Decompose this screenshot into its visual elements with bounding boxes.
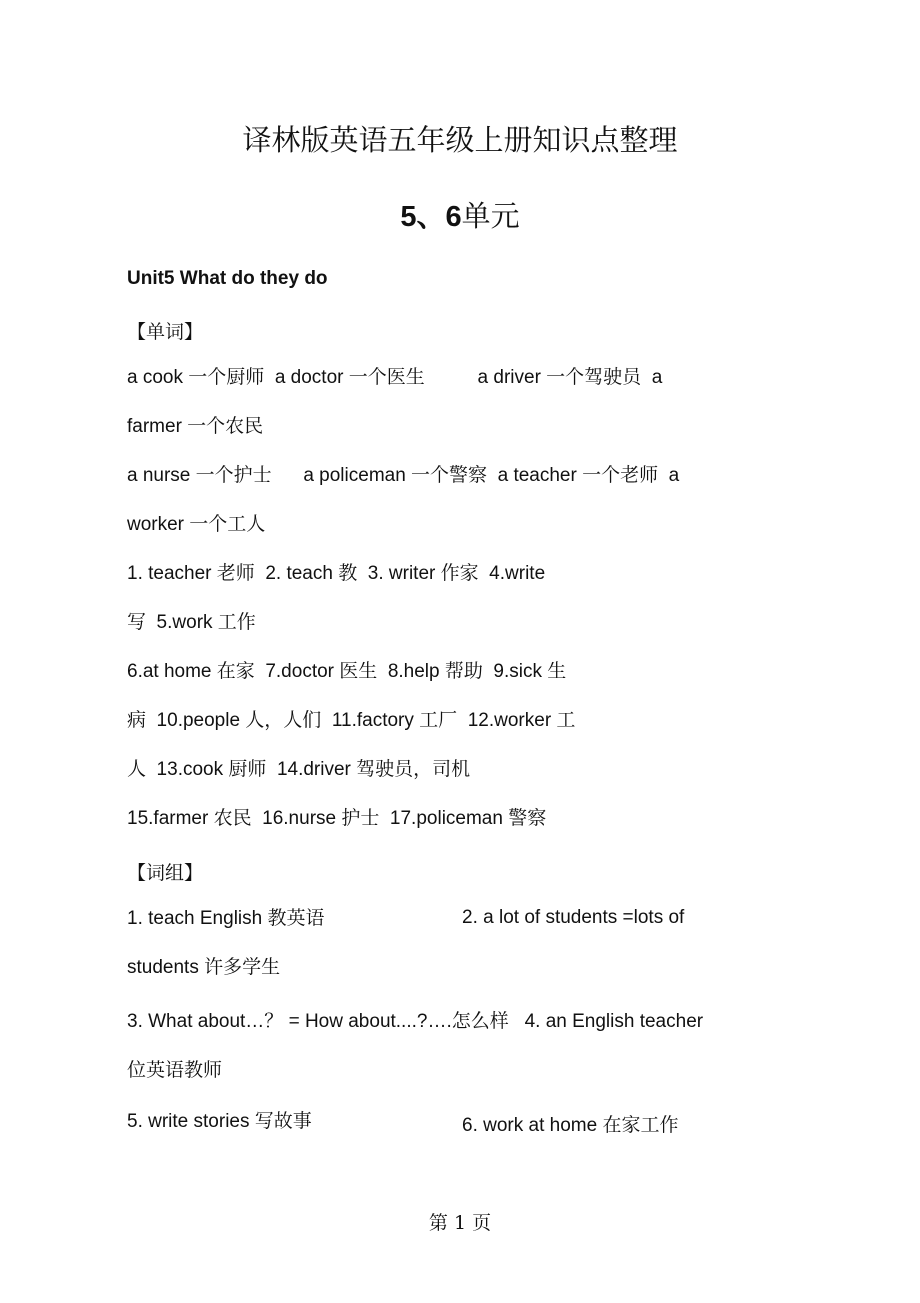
words-line: a nurse 一个护士 a policeman 一个警察 a teacher 一个老师 a (127, 465, 680, 486)
page-footer: 第 1 页 (428, 1212, 492, 1234)
phrases-section-label: 【词组】 (127, 863, 204, 884)
words-line: 人 13.cook 厨师 14.driver 驾驶员，司机 (127, 759, 471, 780)
phrase-item: 5. write stories 写故事 (127, 1111, 312, 1132)
words-line: worker 一个工人 (127, 514, 266, 535)
words-line: farmer 一个农民 (127, 416, 264, 437)
phrase-item-continued: students 许多学生 (127, 957, 281, 978)
words-line: 15.farmer 农民 16.nurse 护士 17.policeman 警察 (127, 808, 547, 829)
words-section-label: 【单词】 (127, 322, 204, 343)
words-line: 6.at home 在家 7.doctor 医生 8.help 帮助 9.sick 生 (127, 661, 567, 682)
phrase-item-continued: 位英语教师 (127, 1060, 223, 1081)
phrase-item: 1. teach English 教英语 (127, 908, 325, 929)
phrase-item: 2. a lot of students =lots of (462, 907, 685, 928)
words-line: 病 10.people 人，人们 11.factory 工厂 12.worker 工 (127, 710, 576, 731)
words-line: a cook 一个厨师 a doctor 一个医生 a driver 一个驾驶员 a (127, 367, 663, 388)
subtitle-unit: 单元 (461, 199, 520, 233)
words-line: 1. teacher 老师 2. teach 教 3. writer 作家 4.write (127, 563, 546, 584)
document-subtitle (0, 198, 920, 235)
words-line: 写 5.work 工作 (127, 612, 256, 633)
document-title: 译林版英语五年级上册知识点整理 (242, 123, 678, 157)
phrase-item: 3. What about…？ = How about....?….怎么样 4. an English teacher (127, 1011, 704, 1032)
subtitle-number: 5、6 (400, 201, 462, 233)
unit-heading: Unit5 What do they do (127, 268, 328, 289)
phrase-item: 6. work at home 在家工作 (462, 1115, 679, 1136)
